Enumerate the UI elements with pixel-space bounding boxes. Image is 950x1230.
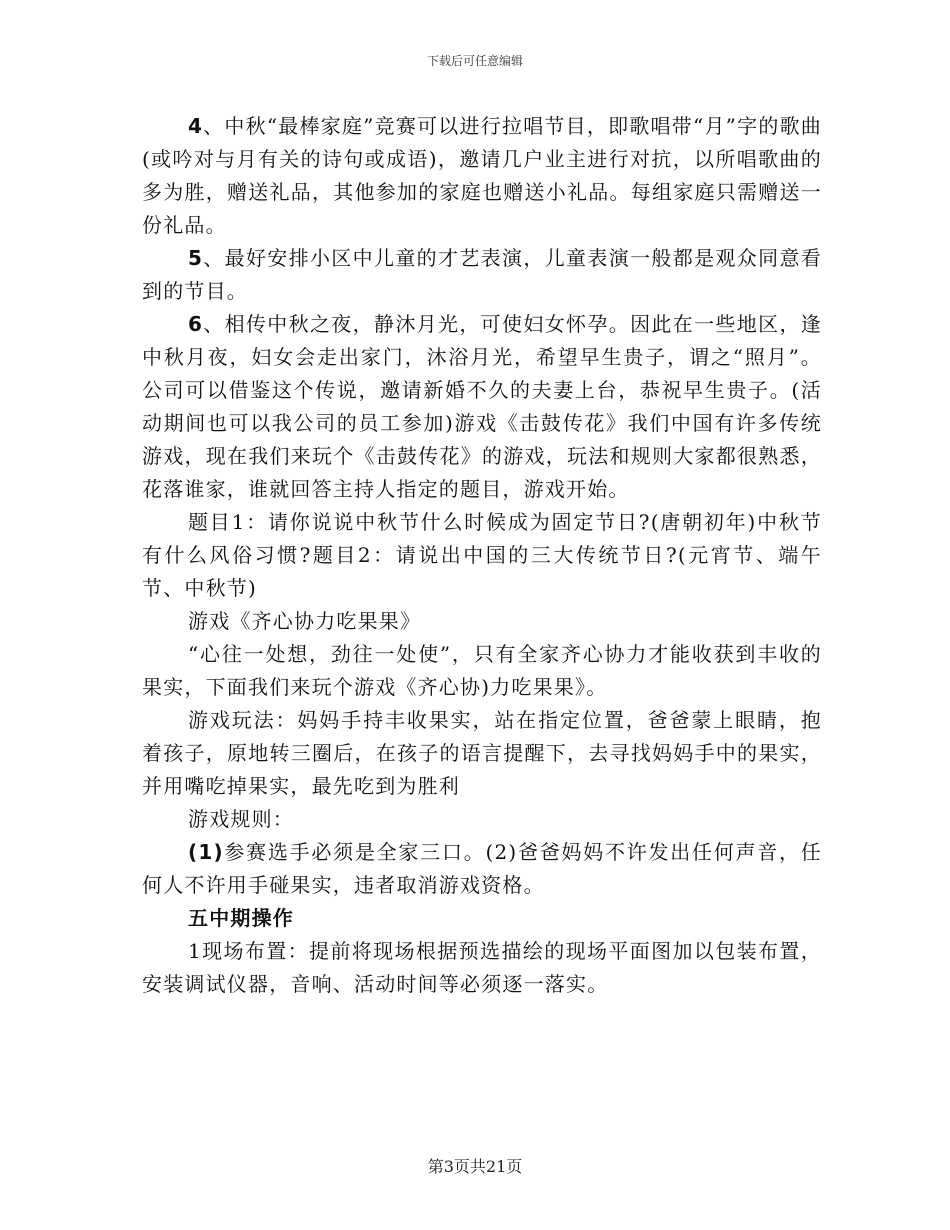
page-footer: 第3页共21页 [427, 1157, 523, 1176]
page-header: 下载后可任意编辑 [426, 54, 523, 68]
paragraph-text: 、中秋“最棒家庭”竞赛可以进行拉唱节目，即歌唱带“月”字的歌曲(或吟对与月有关的诗句或成语)，邀请几户业主进行对抗，以所唱歌曲的多为胜，赠送礼品，其他参加的家庭也赠送小礼品。每组家庭只需赠送一份礼品。 [142, 114, 822, 237]
item-number: 4 [188, 114, 204, 138]
paragraph-text: “心往一处想，劲往一处使”，只有全家齐心协力才能收获到丰收的果实，下面我们来玩个游戏《齐心协)力吃果果》。 [142, 642, 822, 699]
paragraph-item-6 [142, 308, 822, 506]
paragraph-text: 题目1：请你说说中秋节什么时候成为固定节日?(唐朝初年)中秋节有什么风俗习惯?题目2：请说出中国的三大传统节日?(元宵节、端午节、中秋节) [142, 510, 822, 600]
paragraph-text: 游戏规则： [188, 807, 294, 831]
paragraph-game-title [142, 605, 822, 638]
paragraph-text: 参赛选手必须是全家三口。(2)爸爸妈妈不许发出任何声音，任何人不许用手碰果实，违者取消游戏资格。 [142, 840, 822, 897]
paragraph-item-5 [142, 242, 822, 308]
section-heading: 五中期操作 [188, 906, 294, 930]
paragraph-game-play [142, 704, 822, 803]
paragraph-game-intro [142, 638, 822, 704]
paragraph-game-rules-label [142, 803, 822, 836]
paragraph-quiz [142, 506, 822, 605]
rule-number: (1) [188, 840, 224, 864]
paragraph-text: 游戏《齐心协力吃果果》 [188, 609, 422, 633]
item-number: 5 [188, 246, 204, 270]
paragraph-text: 游戏玩法：妈妈手持丰收果实，站在指定位置，爸爸蒙上眼睛，抱着孩子，原地转三圈后，在孩子的语言提醒下，去寻找妈妈手中的果实，并用嘴吃掉果实，最先吃到为胜利 [142, 708, 822, 798]
paragraph-text: 、最好安排小区中儿童的才艺表演，儿童表演一般都是观众同意看到的节目。 [142, 246, 822, 303]
paragraph-text: 、相传中秋之夜，静沐月光，可使妇女怀孕。因此在一些地区，逢中秋月夜，妇女会走出家门，沐浴月光，希望早生贵子，谓之“照月”。公司可以借鉴这个传说，邀请新婚不久的夫妻上台，恭祝早生贵子。(活动期间也可以我公司的员工参加)游戏《击鼓传花》我们中国有许多传统游戏，现在我们来玩个《击鼓传花》的游戏，玩法和规则大家都很熟悉，花落谁家，谁就回答主持人指定的题目，游戏开始。 [142, 312, 822, 501]
document-body [142, 110, 822, 1001]
paragraph-site-setup [142, 935, 822, 1001]
paragraph-game-rules [142, 836, 822, 902]
paragraph-text: 1现场布置：提前将现场根据预选描绘的现场平面图加以包装布置，安装调试仪器，音响、活动时间等必须逐一落实。 [142, 939, 822, 996]
paragraph-item-4 [142, 110, 822, 242]
item-number: 6 [188, 312, 204, 336]
